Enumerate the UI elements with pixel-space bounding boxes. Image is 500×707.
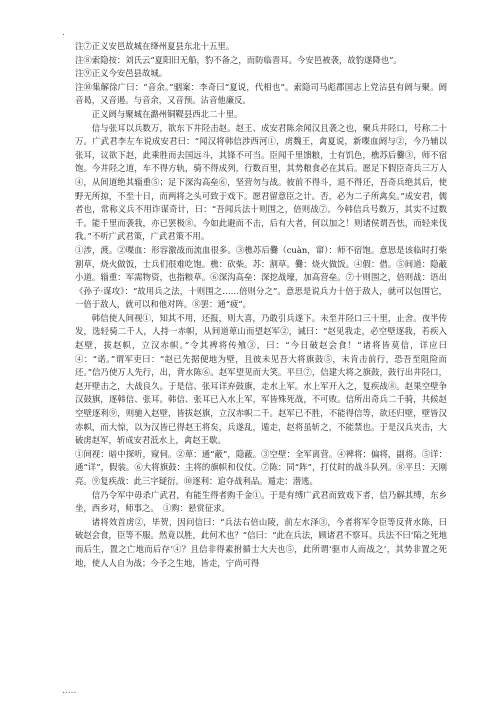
- page-mark-bottom: .....: [62, 686, 77, 696]
- text-paragraph: 正义阏与聚城在潞州铜鞮县西北二十里。: [91, 108, 243, 119]
- annotation-paragraph: 注⑦正义安邑故城在绛州夏县东北十五里。: [75, 41, 235, 51]
- text-paragraph: 韩信使人间视①，知其不用，还报，则大喜，乃敢引兵遂下。未至井陉口三十里，止舍。夜半传发，选轻骑二千人，人持一赤帜，从间道萆山而望赵军②，诫曰：“赵见我走，必空壁逐我，若疾入赵壁，拔赵帜，立汉赤帜。”令其裨将传飧③，曰：“今日破赵会食！”诸将皆莫信，详应曰④：“诺。”谓军吏曰：“赵已先据便地为壁，且彼未见吾大将旗鼓⑤，未肯击前行，恐吾至阻险而还。”信乃使万人先行，出，背水陈⑥。赵军望见而大笑。平旦⑦，信建大将之旗鼓，鼓行出井陉口，赵开壁击之，大战良久。于是信、张耳详弃鼓旗，走水上军。水上军开入之，复疾战⑧。赵果空壁争汉鼓旗，逐韩信、张耳。韩信、张耳已入水上军，军皆殊死战，不可败。信所出奇兵二千骑，共候赵空壁逐利⑨，则驰入赵壁，皆拔赵旗，立汉赤帜二千。赵军已不胜，不能得信等，欲还归壁，壁皆汉赤帜，而大惊，以为汉皆已得赵王将矣，兵遂乱，遁走，赵将虽斩之，不能禁也。于是汉兵夹击，大破虏赵军，斩成安君泜水上，禽赵王歇。: [75, 312, 447, 446]
- annotation-paragraph: ①间视：暗中探听，窥伺。②萆：通“蔽”，隐蔽。③空壁：全军离营。④裨将：偏将，副将。⑤详：通“详”，假装。⑥大将旗鼓：主将的旗帜和仪仗。⑦陈：同“阵”，打仗时的战斗队列。⑧平旦：天刚亮。⑨复疾战：此三字疑衍。⑩逐利：追夺战利品。遁走：潜逃。: [75, 448, 447, 486]
- annotation-paragraph: 注⑨正义今安邑县故城。: [75, 68, 168, 79]
- annotation-paragraph: 注⑧索隐按：刘氏云“夏阳旧无船，豹不备之，而防临晋耳。今安邑被袭，故豹遂降也”。: [75, 54, 402, 65]
- page-mark-top: .: [62, 28, 65, 38]
- text-paragraph: 信与张耳以兵数万，欲东下井陉击赵。赵王、成安君陈余闻汉且袭之也，聚兵井陉口，号称二十万。广武君李左车说成安君曰：“闻汉将韩信涉西河①，虏魏王，禽夏说，新喋血阏与②，今乃辅以张耳，议欲下赵，此乘胜而去国远斗，其锋不可当。臣闻千里馈粮，士有饥色，樵苏后爨③，师不宿饱。今井陉之道，车不得方轨，骑不得成列，行数百里，其势粮食必在其后。愿足下假臣奇兵三万人④，从间道绝其辎重⑤；足下深沟高垒⑥，坚营勿与战。彼前不得斗，退不得还，吾奇兵绝其后，使野无所掠，不至十日，而两将之头可致于戏下。愿君留意臣之计。否，必为二子所禽矣。”成安君，儒者也，常称义兵不用诈谋奇计，曰：“吾闻兵法十则围之，倍则战⑦。今韩信兵号数万，其实不过数千。能千里而袭我，亦已罢极⑧。今如此避而不击，后有大者，何以加之！则诸侯谓吾怯，而轻来伐我。”不听广武君策，广武君策不用。: [75, 122, 447, 242]
- document-body: [75, 40, 447, 570]
- text-paragraph: 信乃令军中毋杀广武君，有能生得者购千金①。于是有缚广武君而致戏下者，信乃解其缚，东乡坐，西乡对，师事之。 ①购：悬赏征求。: [75, 489, 447, 514]
- annotation-paragraph: ①涉，渡。②喋血：形容激战而流血很多。③樵苏后爨（cuàn，窜）：师不宿饱。意思是该临时打柴割草，烧火做饭，士兵们很难吃饱。樵：砍柴。苏：割草。爨：烧火做饭。④假：借。⑤间道：隐蔽小道。辎重：军需物资，也指粮草。⑥深沟高垒：深挖战壕，加高营垒。⑦十则围之，倍则战：语出《孙子·谋攻》：“故用兵之法，十则围之……倍则分之”。意思是说兵力十倍于敌人，就可以包围它，一倍于敌人，就可以和他对阵。⑧罢：通“疲”。: [75, 244, 447, 310]
- annotation-paragraph: 注⑩集解徐广曰：“音余。”骃案：李奇曰“夏说，代相也”。索隐司马彪郡国志上党沾县有阏与聚。阏音曷，又音遏。与音余，又音预。沾音他廉反。: [75, 81, 447, 106]
- text-paragraph: 诸将效首虏②，毕贺，因问信曰：“兵法右倍山陵，前左水泽③，今者将军令臣等反背水陈，曰破赵会食，臣等不服。然竟以胜，此何术也？”信曰：“此在兵法，顾诸君不察耳。兵法不曰‘陷之死地而后生，置之亡地而后存’④？且信非得素拊循士大夫也⑤，此所谓‘驱市人而战之’，其势非置之死地，使人人自为战；今予之生地，皆走，宁尚可得: [75, 516, 447, 568]
